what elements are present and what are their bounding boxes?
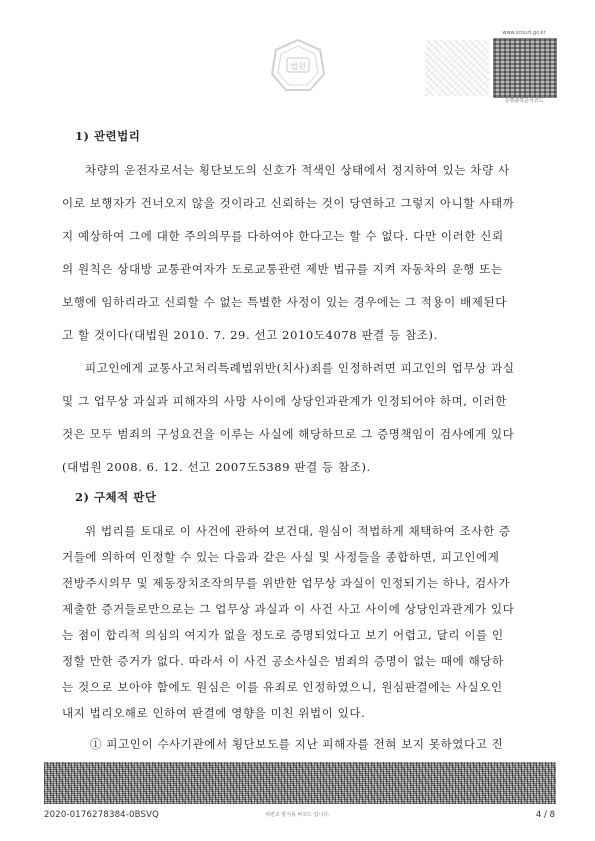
section-heading: 1) 관련법리 bbox=[75, 129, 141, 143]
barcode-note: 위변조 방지용 바코드 입니다. bbox=[265, 812, 330, 818]
verification-qr-code bbox=[493, 38, 557, 98]
document-id: 2020-0176278384-0BSVQ bbox=[44, 810, 160, 820]
text-line: 내지 법리오해로 인하여 판결에 영향을 미친 위법이 있다. bbox=[62, 706, 366, 720]
text-line: 피고인에게 교통사고처리특례법위반(치사)죄를 인정하려면 피고인의 업무상 과실 bbox=[85, 361, 515, 375]
text-line: 는 점이 합리적 의심의 여지가 없을 정도로 증명되었다고 보기 어렵고, 달리 이를 인 bbox=[62, 628, 504, 642]
text-line: (대법원 2008. 6. 12. 선고 2007도5389 판결 등 참조). bbox=[62, 460, 371, 474]
qr-site-url: www.scourt.go.kr bbox=[502, 30, 546, 36]
qr-caption: 증명출력문서코드 bbox=[504, 98, 544, 104]
text-line: 지 예상하여 그에 대한 주의의무를 다하여야 한다고는 할 수 없다. 다만 이러한 신뢰 bbox=[62, 229, 504, 243]
text-line: ① 피고인이 수사기관에서 횡단보도를 지난 피해자를 전혀 보지 못하였다고 진 bbox=[90, 737, 504, 751]
text-line: 는 것으로 보아야 함에도 원심은 이를 유죄로 인정하였으니, 원심판결에는 사실오인 bbox=[62, 680, 503, 694]
text-line: 보행에 임하리라고 신뢰할 수 없는 특별한 사정이 있는 경우에는 그 적용이 배제된다 bbox=[62, 295, 507, 309]
text-line: 의 원칙은 상대방 교통관여자가 도로교통관련 제반 법규를 지켜 자동차의 운행 또는 bbox=[62, 262, 503, 276]
text-line: 고 할 것이다(대법원 2010. 7. 29. 선고 2010도4078 판결 등 참조). bbox=[62, 328, 438, 342]
text-line: 차량의 운전자로서는 횡단보도의 신호가 적색인 상태에서 정지하여 있는 차량 사 bbox=[85, 163, 510, 177]
seal-text: 법원 bbox=[290, 62, 306, 71]
court-seal-icon bbox=[270, 38, 326, 94]
text-line: 것은 모두 범죄의 구성요건을 이루는 사실에 해당하므로 그 증명책임이 검사에게 있다 bbox=[62, 427, 515, 441]
section-heading: 2) 구체적 판단 bbox=[75, 490, 157, 504]
scan-noise bbox=[425, 40, 489, 96]
text-line: 및 그 업무상 과실과 피해자의 사망 사이에 상당인과관계가 인정되어야 하며, 이러한 bbox=[62, 394, 507, 408]
text-line: 위 법리를 토대로 이 사건에 관하여 보건대, 원심이 적법하게 채택하여 조사한 증 bbox=[85, 524, 511, 538]
text-line: 거들에 의하여 인정할 수 있는 다음과 같은 사실 및 사정들을 종합하면, 피고인에게 bbox=[62, 550, 500, 564]
text-line: 이로 보행자가 건너오지 않을 것이라고 신뢰하는 것이 당연하고 그렇지 아니할 사태까 bbox=[62, 196, 515, 210]
page-number: 4 / 8 bbox=[535, 810, 555, 820]
text-line: 제출한 증거들로만으로는 그 업무상 과실과 이 사건 사고 사이에 상당인과관계가 있다 bbox=[62, 602, 515, 616]
text-line: 전방주시의무 및 제동장치조작의무를 위반한 업무상 과실이 인정되기는 하나, 검사가 bbox=[62, 576, 511, 590]
text-line: 정할 만한 증거가 없다. 따라서 이 사건 공소사실은 범죄의 증명이 없는 때에 해당하 bbox=[62, 654, 504, 668]
anti-forgery-barcode bbox=[44, 762, 556, 804]
